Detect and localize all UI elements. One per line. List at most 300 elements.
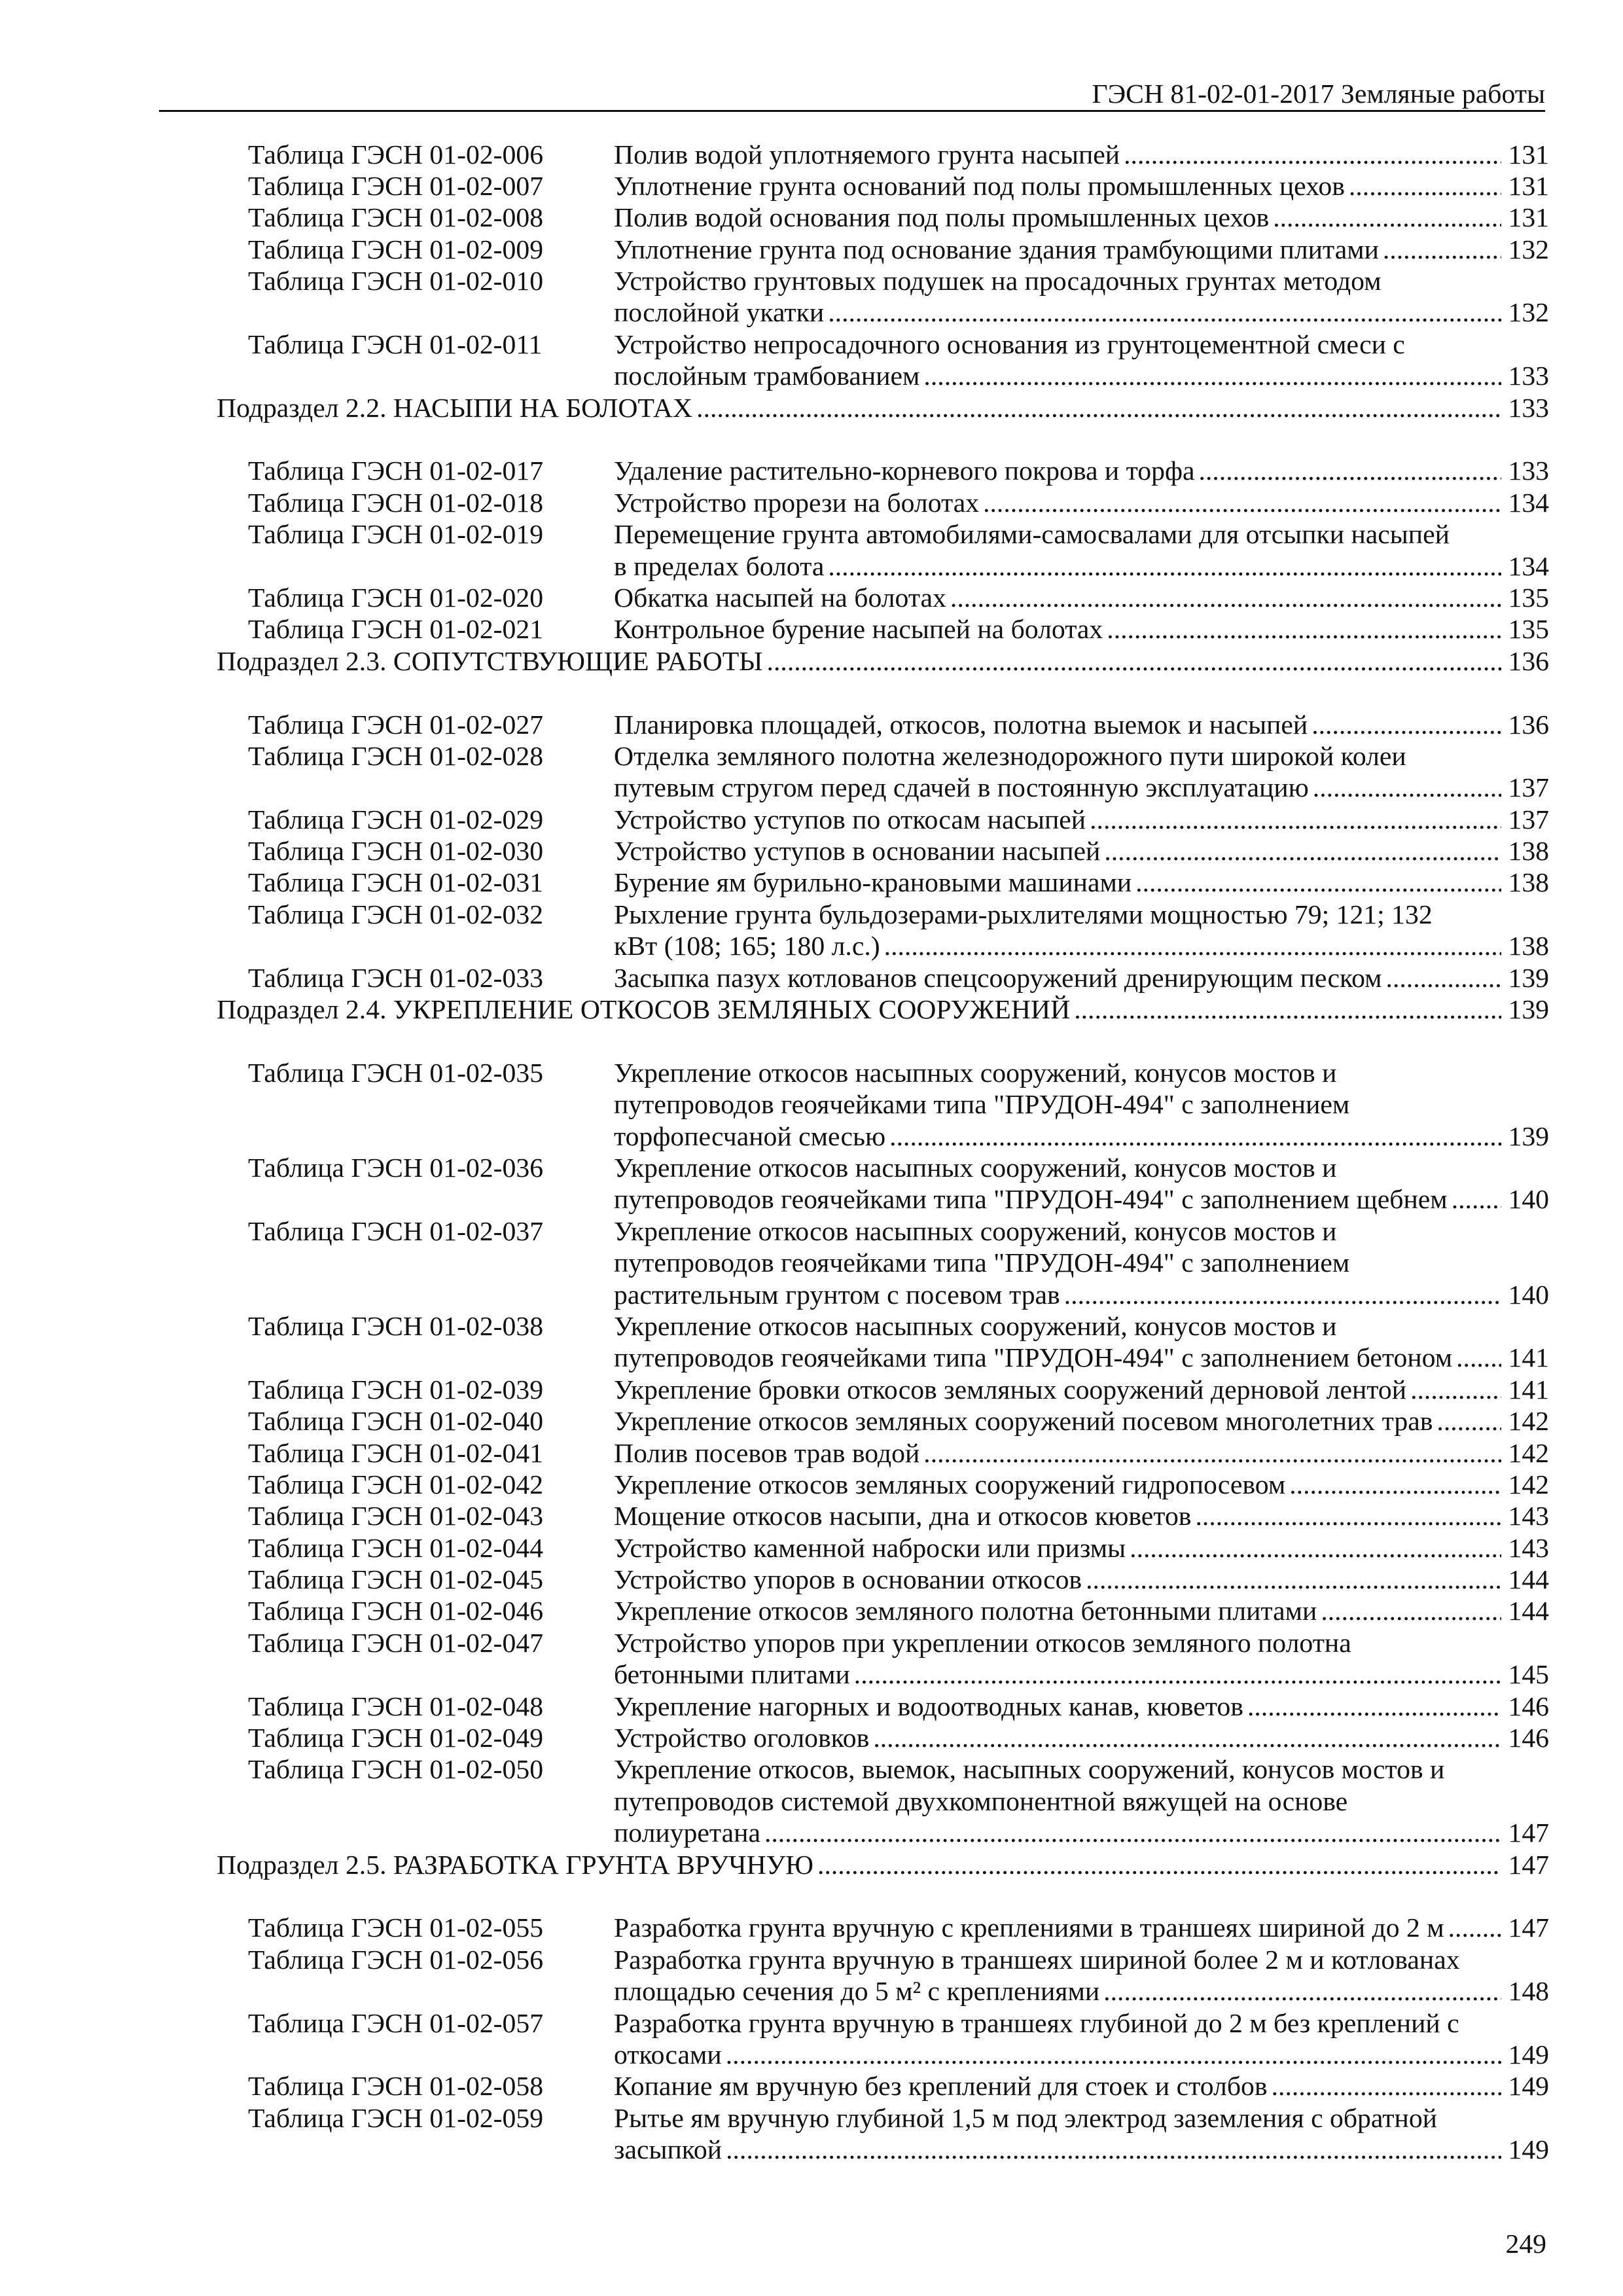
table-code: Таблица ГЭСН 01-02-044 xyxy=(248,1533,544,1564)
table-code: Таблица ГЭСН 01-02-011 xyxy=(248,329,543,360)
entry-title-line xyxy=(614,1596,1549,1627)
entry-title-line xyxy=(614,1280,1549,1311)
page-reference: 131 xyxy=(1508,171,1549,202)
dot-leader xyxy=(1379,234,1502,266)
entry-continuation-line xyxy=(0,361,1623,392)
subsection-title: Подраздел 2.4. УКРЕПЛЕНИЕ ОТКОСОВ ЗЕМЛЯНЫХ СООРУЖЕНИЙ xyxy=(217,995,1071,1026)
page-reference: 134 xyxy=(1508,488,1549,518)
entry-title-text: Устройство упоров в основании откосов xyxy=(614,1565,1082,1596)
dot-leader xyxy=(1103,614,1501,645)
entry-title-text: Укрепление откосов насыпных сооружений, конусов мостов и xyxy=(614,1311,1337,1342)
entry-title-text: бетонными плитами xyxy=(614,1660,850,1691)
entry-title-text: Устройство непросадочного основания из грунтоцементной смеси с xyxy=(614,329,1405,360)
entry-continuation-line xyxy=(0,2134,1623,2166)
entry-title-text: Рытье ям вручную глубиной 1,5 м под электрод заземления с обратной xyxy=(614,2103,1437,2134)
toc-entry xyxy=(0,456,1623,487)
dot-leader xyxy=(979,488,1501,519)
page-reference: 149 xyxy=(1508,2135,1549,2166)
entry-title-line xyxy=(614,804,1549,836)
table-code: Таблица ГЭСН 01-02-059 xyxy=(248,2103,544,2134)
table-code: Таблица ГЭСН 01-02-031 xyxy=(248,868,544,899)
table-code: Таблица ГЭСН 01-02-043 xyxy=(248,1501,544,1532)
page-reference: 147 xyxy=(1508,1818,1549,1849)
entry-continuation-line xyxy=(0,2039,1623,2071)
entry-first-line xyxy=(0,836,1623,867)
entry-title-text: Устройство оголовков xyxy=(614,1723,870,1754)
table-code: Таблица ГЭСН 01-02-033 xyxy=(248,963,544,994)
dot-leader xyxy=(1444,1912,1502,1944)
entry-first-line xyxy=(0,1216,1623,1247)
entry-first-line xyxy=(0,963,1623,994)
toc-entry xyxy=(0,1628,1623,1691)
table-code: Таблица ГЭСН 01-02-030 xyxy=(248,836,544,867)
page-reference: 145 xyxy=(1508,1660,1549,1691)
toc-entry xyxy=(0,519,1623,583)
page-reference: 143 xyxy=(1508,1501,1549,1532)
blank-line xyxy=(0,1881,1623,1912)
entry-first-line xyxy=(0,1691,1623,1723)
entry-title-line xyxy=(614,1912,1549,1944)
toc-entry xyxy=(0,1406,1623,1437)
table-code: Таблица ГЭСН 01-02-057 xyxy=(248,2008,544,2039)
entry-first-line xyxy=(0,867,1623,899)
page-reference: 135 xyxy=(1508,583,1549,613)
entry-first-line xyxy=(0,709,1623,741)
entry-first-line xyxy=(0,899,1623,931)
toc-entry xyxy=(0,1533,1623,1564)
page-reference: 135 xyxy=(1508,615,1549,645)
entry-first-line xyxy=(0,1153,1623,1184)
page-reference: 138 xyxy=(1508,836,1549,867)
dot-leader xyxy=(1308,709,1501,741)
entry-continuation-line xyxy=(0,1659,1623,1691)
entry-title-line xyxy=(614,1311,1549,1342)
entry-title-text: путевым стругом перед сдачей в постоянную эксплуатацию xyxy=(614,773,1309,804)
entry-title-text: откосами xyxy=(614,2039,722,2070)
table-code: Таблица ГЭСН 01-02-027 xyxy=(248,709,544,740)
dot-leader xyxy=(919,1438,1501,1469)
entry-title-line xyxy=(614,1089,1549,1121)
entry-title-text: Бурение ям бурильно-крановыми машинами xyxy=(614,868,1132,899)
entry-first-line xyxy=(0,1564,1623,1596)
page-reference: 132 xyxy=(1508,298,1549,329)
subsection-title: Подраздел 2.5. РАЗРАБОТКА ГРУНТА ВРУЧНУЮ xyxy=(217,1850,814,1880)
entry-title-line xyxy=(614,836,1549,867)
entry-title-text: Удаление растительно-корневого покрова и торфа xyxy=(614,456,1195,487)
entry-title-line xyxy=(614,1406,1549,1437)
dot-leader xyxy=(813,1850,1501,1881)
entry-continuation-line xyxy=(0,1089,1623,1121)
toc-entry xyxy=(0,899,1623,963)
entry-title-line xyxy=(614,329,1549,361)
entry-first-line xyxy=(0,1406,1623,1437)
entry-title-text: Устройство уступов по откосам насыпей xyxy=(614,804,1086,835)
toc-entry xyxy=(0,202,1623,234)
entry-first-line xyxy=(0,1501,1623,1532)
entry-title-text: Копание ям вручную без креплений для стоек и столбов xyxy=(614,2072,1268,2102)
toc-entry xyxy=(0,266,1623,329)
table-of-contents xyxy=(0,139,1623,2166)
toc-entry xyxy=(0,1501,1623,1532)
page-reference: 132 xyxy=(1508,234,1549,265)
entry-title-text: послойной укатки xyxy=(614,298,825,329)
toc-entry xyxy=(0,1216,1623,1311)
entry-continuation-line xyxy=(0,1247,1623,1279)
toc-entry xyxy=(0,1153,1623,1216)
entry-title-line xyxy=(614,139,1549,171)
entry-first-line xyxy=(0,1945,1623,1976)
entry-title-line xyxy=(614,741,1549,772)
blank-line xyxy=(0,677,1623,709)
subsection-heading xyxy=(0,646,1623,677)
entry-title-line xyxy=(614,456,1549,487)
dot-leader xyxy=(1345,171,1502,202)
entry-first-line xyxy=(0,1058,1623,1089)
entry-first-line xyxy=(0,1311,1623,1342)
entry-title-text: торфопесчаной смесью xyxy=(614,1121,886,1152)
entry-first-line xyxy=(0,266,1623,297)
dot-leader xyxy=(692,393,1501,424)
dot-leader xyxy=(1269,202,1501,234)
entry-title-text: Устройство каменной наброски или призмы xyxy=(614,1533,1126,1564)
entry-title-text: Контрольное бурение насыпей на болотах xyxy=(614,615,1103,645)
entry-first-line xyxy=(0,804,1623,836)
dot-leader xyxy=(946,583,1502,614)
entry-title-line xyxy=(614,551,1549,583)
toc-entry xyxy=(0,1469,1623,1501)
entry-title-line xyxy=(614,1438,1549,1469)
page-reference: 149 xyxy=(1508,2039,1549,2070)
subsection-title: Подраздел 2.3. СОПУТСТВУЮЩИЕ РАБОТЫ xyxy=(217,646,763,677)
page-reference: 134 xyxy=(1508,551,1549,582)
entry-title-text: Обкатка насыпей на болотах xyxy=(614,583,946,613)
entry-first-line xyxy=(0,329,1623,361)
dot-leader xyxy=(1406,1374,1501,1406)
table-code: Таблица ГЭСН 01-02-056 xyxy=(248,1945,544,1975)
entry-title-text: Укрепление откосов насыпных сооружений, конусов мостов и xyxy=(614,1058,1337,1088)
table-code: Таблица ГЭСН 01-02-007 xyxy=(248,171,544,202)
page-reference: 133 xyxy=(1508,456,1549,487)
dot-leader xyxy=(722,2134,1501,2166)
page-reference: 136 xyxy=(1508,709,1549,740)
entry-first-line xyxy=(0,171,1623,202)
table-code: Таблица ГЭСН 01-02-041 xyxy=(248,1438,544,1469)
page-reference: 148 xyxy=(1508,1977,1549,2007)
entry-title-line xyxy=(614,361,1549,392)
dot-leader xyxy=(1126,1533,1501,1564)
entry-first-line xyxy=(0,2008,1623,2039)
toc-entry xyxy=(0,2071,1623,2102)
entry-title-line xyxy=(614,1184,1549,1215)
dot-leader xyxy=(1100,836,1501,867)
toc-entry xyxy=(0,234,1623,266)
table-code: Таблица ГЭСН 01-02-045 xyxy=(248,1565,544,1596)
entry-first-line xyxy=(0,234,1623,266)
entry-title-text: Разработка грунта вручную в траншеях шириной более 2 м и котлованах xyxy=(614,1945,1460,1975)
entry-title-line xyxy=(614,202,1549,234)
toc-entry xyxy=(0,1438,1623,1469)
entry-title-text: Укрепление откосов земляных сооружений посевом многолетних трав xyxy=(614,1407,1433,1437)
table-code: Таблица ГЭСН 01-02-048 xyxy=(248,1691,544,1722)
page-reference: 144 xyxy=(1508,1565,1549,1596)
entry-title-line xyxy=(614,171,1549,202)
dot-leader xyxy=(869,1723,1501,1754)
table-code: Таблица ГЭСН 01-02-058 xyxy=(248,2072,544,2102)
entry-title-line xyxy=(614,1121,1549,1153)
entry-first-line xyxy=(0,202,1623,234)
entry-title-text: Рыхление грунта бульдозерами-рыхлителями мощностью 79; 121; 132 xyxy=(614,899,1433,930)
subsection-heading xyxy=(0,1850,1623,1881)
subsection-line xyxy=(217,994,1549,1026)
running-header-title: ГЭСН 81-02-01-2017 Земляные работы xyxy=(1092,79,1545,109)
entry-first-line xyxy=(0,583,1623,614)
table-code: Таблица ГЭСН 01-02-021 xyxy=(248,615,544,645)
page-reference: 136 xyxy=(1508,646,1549,677)
header-rule xyxy=(159,110,1545,112)
table-code: Таблица ГЭСН 01-02-017 xyxy=(248,456,544,487)
entry-first-line xyxy=(0,1628,1623,1659)
entry-title-line xyxy=(614,1153,1549,1184)
entry-continuation-line xyxy=(0,931,1623,962)
page-number: 249 xyxy=(1505,2229,1546,2259)
toc-entry xyxy=(0,709,1623,741)
toc-entry xyxy=(0,1564,1623,1596)
dot-leader xyxy=(850,1659,1502,1691)
entry-title-line xyxy=(614,1723,1549,1754)
table-code: Таблица ГЭСН 01-02-050 xyxy=(248,1755,544,1785)
entry-title-text: путепроводов системой двухкомпонентной вяжущей на основе xyxy=(614,1786,1348,1817)
entry-title-text: Уплотнение грунта под основание здания трамбующими плитами xyxy=(614,234,1379,265)
entry-title-line xyxy=(614,2039,1549,2071)
entry-first-line xyxy=(0,1533,1623,1564)
dot-leader xyxy=(1317,1596,1501,1627)
entry-title-line xyxy=(614,297,1549,329)
page-reference: 137 xyxy=(1508,773,1549,804)
table-code: Таблица ГЭСН 01-02-009 xyxy=(248,234,544,265)
entry-first-line xyxy=(0,1912,1623,1944)
dot-leader xyxy=(1060,1280,1502,1311)
entry-continuation-line xyxy=(0,772,1623,804)
entry-title-text: послойным трамбованием xyxy=(614,361,920,392)
dot-leader xyxy=(722,2039,1502,2071)
table-code: Таблица ГЭСН 01-02-042 xyxy=(248,1469,544,1500)
entry-first-line xyxy=(0,2071,1623,2102)
entry-continuation-line xyxy=(0,1184,1623,1215)
entry-first-line xyxy=(0,1438,1623,1469)
page-reference: 139 xyxy=(1508,995,1549,1026)
entry-continuation-line xyxy=(0,1342,1623,1374)
entry-title-text: путепроводов геоячейками типа "ПРУДОН-494" с заполнением щебнем xyxy=(614,1185,1448,1215)
table-code: Таблица ГЭСН 01-02-028 xyxy=(248,741,544,772)
entry-title-text: Разработка грунта вручную с креплениями в траншеях шириной до 2 м xyxy=(614,1913,1444,1944)
entry-title-line xyxy=(614,2103,1549,2134)
entry-title-line xyxy=(614,614,1549,645)
entry-title-line xyxy=(614,931,1549,962)
dot-leader xyxy=(1120,139,1501,171)
entry-continuation-line xyxy=(0,551,1623,583)
table-code: Таблица ГЭСН 01-02-018 xyxy=(248,488,544,518)
toc-entry xyxy=(0,2103,1623,2166)
subsection-heading xyxy=(0,994,1623,1026)
dot-leader xyxy=(1195,456,1502,487)
entry-first-line xyxy=(0,488,1623,519)
entry-title-line xyxy=(614,488,1549,519)
page-reference: 131 xyxy=(1508,203,1549,234)
table-code: Таблица ГЭСН 01-02-020 xyxy=(248,583,544,613)
page-reference: 140 xyxy=(1508,1185,1549,1215)
page-reference: 133 xyxy=(1508,361,1549,392)
entry-first-line xyxy=(0,519,1623,550)
table-code: Таблица ГЭСН 01-02-032 xyxy=(248,899,544,930)
table-code: Таблица ГЭСН 01-02-037 xyxy=(248,1216,544,1247)
entry-title-text: Уплотнение грунта оснований под полы промышленных цехов xyxy=(614,171,1345,202)
toc-entry xyxy=(0,614,1623,645)
page-reference: 142 xyxy=(1508,1407,1549,1437)
dot-leader xyxy=(1452,1342,1501,1374)
entry-continuation-line xyxy=(0,297,1623,329)
page-reference: 138 xyxy=(1508,868,1549,899)
blank-line xyxy=(0,424,1623,456)
entry-title-line xyxy=(614,1247,1549,1279)
dot-leader xyxy=(1448,1184,1502,1215)
toc-entry xyxy=(0,1754,1623,1849)
entry-title-line xyxy=(614,899,1549,931)
toc-entry xyxy=(0,1058,1623,1153)
toc-entry xyxy=(0,1311,1623,1374)
toc-entry xyxy=(0,1723,1623,1754)
page-reference: 146 xyxy=(1508,1723,1549,1754)
dot-leader xyxy=(1285,1469,1501,1501)
entry-first-line xyxy=(0,741,1623,772)
table-code: Таблица ГЭСН 01-02-040 xyxy=(248,1407,544,1437)
entry-title-line xyxy=(614,2008,1549,2039)
table-code: Таблица ГЭСН 01-02-035 xyxy=(248,1058,544,1088)
entry-first-line xyxy=(0,1596,1623,1627)
toc-entry xyxy=(0,329,1623,393)
entry-title-text: Разработка грунта вручную в траншеях глубиной до 2 м без креплений с xyxy=(614,2008,1459,2039)
entry-first-line xyxy=(0,1374,1623,1406)
entry-title-text: Укрепление откосов земляного полотна бетонными плитами xyxy=(614,1596,1317,1627)
entry-title-text: путепроводов геоячейками типа "ПРУДОН-494" с заполнением xyxy=(614,1248,1350,1279)
entry-title-text: Устройство прорези на болотах xyxy=(614,488,980,518)
toc-entry xyxy=(0,1912,1623,1944)
entry-title-text: засыпкой xyxy=(614,2135,722,2166)
toc-entry xyxy=(0,583,1623,614)
table-code: Таблица ГЭСН 01-02-049 xyxy=(248,1723,544,1754)
entry-title-line xyxy=(614,1216,1549,1247)
entry-title-line xyxy=(614,1818,1549,1849)
entry-title-line xyxy=(614,1945,1549,1976)
entry-title-line xyxy=(614,519,1549,550)
entry-title-text: в пределах болота xyxy=(614,551,825,582)
entry-title-text: Полив водой основания под полы промышленных цехов xyxy=(614,203,1270,234)
page-reference: 147 xyxy=(1508,1913,1549,1944)
subsection-line xyxy=(217,1850,1549,1881)
entry-continuation-line xyxy=(0,1121,1623,1153)
entry-title-text: растительным грунтом с посевом трав xyxy=(614,1280,1060,1310)
entry-title-line xyxy=(614,1786,1549,1818)
table-code: Таблица ГЭСН 01-02-047 xyxy=(248,1628,544,1659)
toc-entry xyxy=(0,2008,1623,2072)
toc-entry xyxy=(0,1374,1623,1406)
entry-title-line xyxy=(614,867,1549,899)
entry-title-line xyxy=(614,1976,1549,2007)
page-reference: 138 xyxy=(1508,931,1549,962)
toc-entry xyxy=(0,836,1623,867)
page-reference: 147 xyxy=(1508,1850,1549,1880)
entry-title-text: Планировка площадей, откосов, полотна выемок и насыпей xyxy=(614,709,1308,740)
toc-entry xyxy=(0,1945,1623,2008)
dot-leader xyxy=(763,646,1502,677)
entry-title-line xyxy=(614,266,1549,297)
page-reference: 142 xyxy=(1508,1438,1549,1469)
dot-leader xyxy=(919,361,1501,392)
page-reference: 141 xyxy=(1508,1343,1549,1374)
subsection-line xyxy=(217,646,1549,677)
entry-title-text: Укрепление откосов земляных сооружений гидропосевом xyxy=(614,1469,1286,1500)
dot-leader xyxy=(760,1818,1502,1849)
dot-leader xyxy=(1086,804,1501,836)
entry-title-text: Мощение откосов насыпи, дна и откосов кюветов xyxy=(614,1501,1192,1532)
dot-leader xyxy=(1070,994,1501,1026)
page-reference: 131 xyxy=(1508,139,1549,170)
page-reference: 141 xyxy=(1508,1374,1549,1405)
table-code: Таблица ГЭСН 01-02-006 xyxy=(248,139,544,170)
dot-leader xyxy=(1309,772,1502,804)
dot-leader xyxy=(1433,1406,1501,1437)
entry-title-text: путепроводов геоячейками типа "ПРУДОН-494" с заполнением xyxy=(614,1090,1350,1121)
entry-title-text: Устройство упоров при укреплении откосов земляного полотна xyxy=(614,1628,1351,1659)
dot-leader xyxy=(1132,867,1501,899)
toc-entry xyxy=(0,1596,1623,1627)
table-code: Таблица ГЭСН 01-02-046 xyxy=(248,1596,544,1627)
table-code: Таблица ГЭСН 01-02-008 xyxy=(248,203,544,234)
dot-leader xyxy=(1191,1501,1501,1532)
entry-title-text: Укрепление бровки откосов земляных сооружений дерновой лентой xyxy=(614,1374,1407,1405)
dot-leader xyxy=(1382,963,1502,994)
entry-title-text: Полив посевов трав водой xyxy=(614,1438,920,1469)
toc-entry xyxy=(0,139,1623,171)
entry-title-line xyxy=(614,963,1549,994)
dot-leader xyxy=(1099,1976,1501,2007)
entry-title-text: путепроводов геоячейками типа "ПРУДОН-494" с заполнением бетоном xyxy=(614,1343,1453,1374)
table-code: Таблица ГЭСН 01-02-010 xyxy=(248,266,544,297)
entry-title-text: Засыпка пазух котлованов спецсооружений дренирующим песком xyxy=(614,963,1382,994)
entry-first-line xyxy=(0,2103,1623,2134)
toc-entry xyxy=(0,867,1623,899)
entry-title-line xyxy=(614,709,1549,741)
entry-continuation-line xyxy=(0,1818,1623,1849)
dot-leader xyxy=(824,297,1501,329)
entry-title-text: кВт (108; 165; 180 л.с.) xyxy=(614,931,880,962)
entry-continuation-line xyxy=(0,1976,1623,2007)
dot-leader xyxy=(1268,2071,1502,2102)
page-reference: 149 xyxy=(1508,2072,1549,2102)
dot-leader xyxy=(1082,1564,1501,1596)
entry-continuation-line xyxy=(0,1280,1623,1311)
entry-title-line xyxy=(614,1342,1549,1374)
entry-title-text: Перемещение грунта автомобилями-самосвалами для отсыпки насыпей xyxy=(614,520,1450,550)
entry-first-line xyxy=(0,139,1623,171)
page-reference: 144 xyxy=(1508,1596,1549,1627)
entry-title-line xyxy=(614,1659,1549,1691)
table-code: Таблица ГЭСН 01-02-036 xyxy=(248,1153,544,1183)
dot-leader xyxy=(1243,1691,1502,1723)
entry-title-text: полиуретана xyxy=(614,1818,760,1849)
entry-title-text: Укрепление откосов, выемок, насыпных сооружений, конусов мостов и xyxy=(614,1755,1445,1785)
entry-title-line xyxy=(614,1754,1549,1785)
subsection-title: Подраздел 2.2. НАСЫПИ НА БОЛОТАХ xyxy=(217,393,693,423)
